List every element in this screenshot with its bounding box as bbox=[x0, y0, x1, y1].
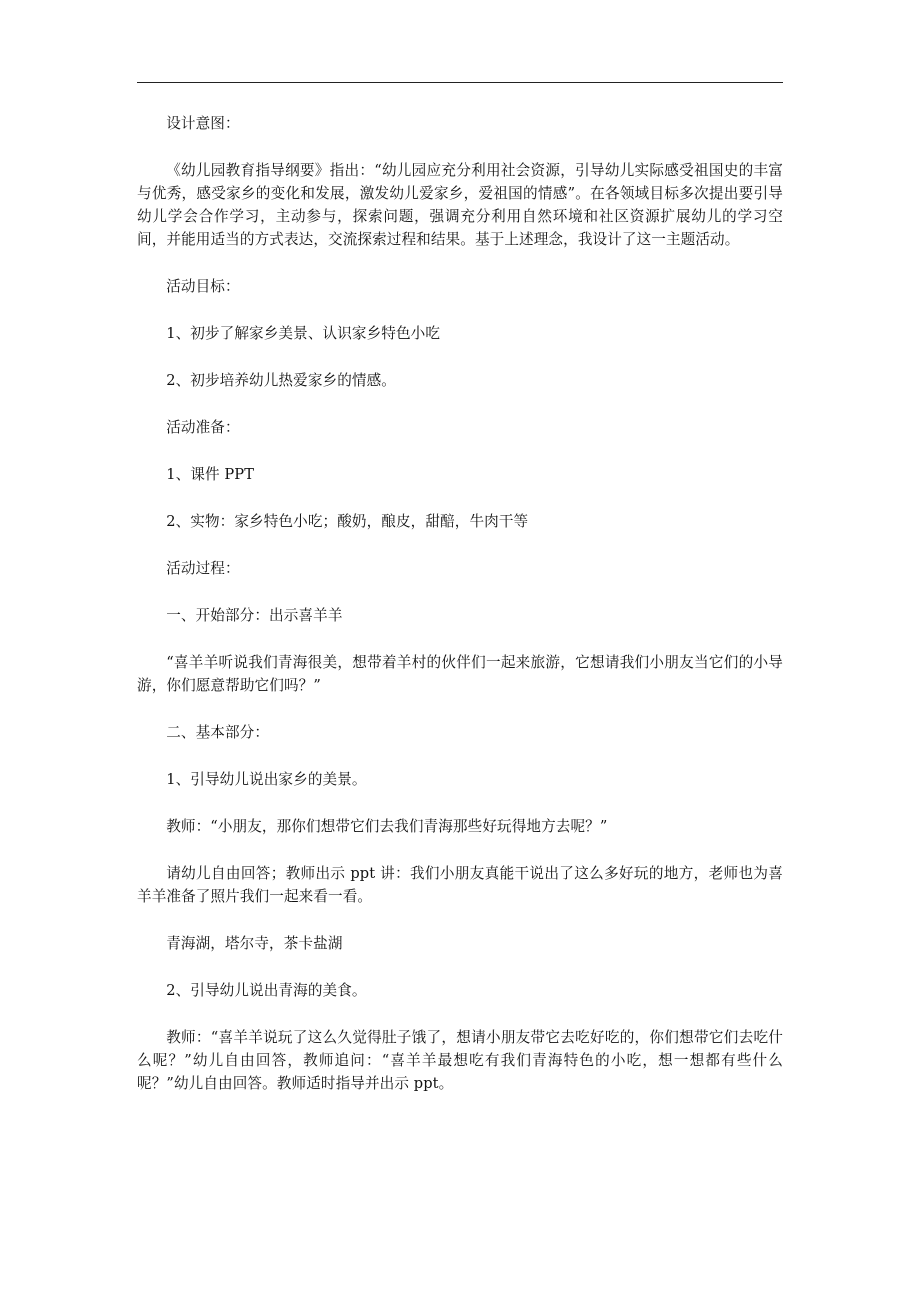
heading-activity-preparation: 活动准备： bbox=[166, 419, 240, 436]
paragraph-design-intent: 《幼儿园教育指导纲要》指出：“幼儿园应充分利用社会资源，引导幼儿实际感受祖国史的丰富与优秀，感受家乡的变化和发展，激发幼儿爱家乡，爱祖国的情感”。在各领域目标多次提出要引导幼儿学会合作学习，主动参与，探索问题，强调充分利用自然环境和社区资源扩展幼儿的学习空间，并能用适当的方式表达，交流探索过程和结果。基于上述理念，我设计了这一主题活动。 bbox=[137, 162, 783, 248]
process-step-1-title: 1、引导幼儿说出家乡的美景。 bbox=[166, 771, 367, 788]
process-step-2-title: 2、引导幼儿说出青海的美食。 bbox=[166, 982, 367, 999]
heading-activity-process: 活动过程： bbox=[166, 560, 240, 577]
process-step-2-teacher: 教师：“喜羊羊说玩了这么久觉得肚子饿了，想请小朋友带它去吃好吃的，你们想带它们去吃什么呢？”幼儿自由回答，教师追问：“喜羊羊最想吃有我们青海特色的小吃，想一想都有些什么呢？”幼儿自由回答。教师适时指导并出示 ppt。 bbox=[137, 1029, 783, 1092]
preparation-item-2: 2、实物：家乡特色小吃；酸奶，酿皮，甜醅，牛肉干等 bbox=[166, 513, 529, 530]
preparation-item-1: 1、课件 PPT bbox=[166, 466, 255, 483]
process-section-1-title: 一、开始部分：出示喜羊羊 bbox=[166, 607, 343, 624]
process-step-1-teacher: 教师：“小朋友，那你们想带它们去我们青海那些好玩得地方去呢？” bbox=[166, 818, 608, 835]
process-section-1-text: “喜羊羊听说我们青海很美，想带着羊村的伙伴们一起来旅游，它想请我们小朋友当它们的小导游，你们愿意帮助它们吗？” bbox=[137, 654, 783, 694]
goal-item-2: 2、初步培养幼儿热爱家乡的情感。 bbox=[166, 372, 396, 389]
document-body bbox=[137, 112, 783, 1119]
process-section-2-title: 二、基本部分： bbox=[166, 724, 270, 741]
heading-activity-goals: 活动目标： bbox=[166, 278, 240, 295]
goal-item-1: 1、初步了解家乡美景、认识家乡特色小吃 bbox=[166, 325, 441, 342]
process-step-1-response: 请幼儿自由回答；教师出示 ppt 讲：我们小朋友真能干说出了这么多好玩的地方，老师也为喜羊羊准备了照片我们一起来看一看。 bbox=[137, 865, 783, 905]
header-rule bbox=[137, 82, 783, 83]
heading-design-intent: 设计意图： bbox=[166, 115, 240, 132]
process-step-1-places: 青海湖，塔尔寺，茶卡盐湖 bbox=[166, 935, 343, 952]
